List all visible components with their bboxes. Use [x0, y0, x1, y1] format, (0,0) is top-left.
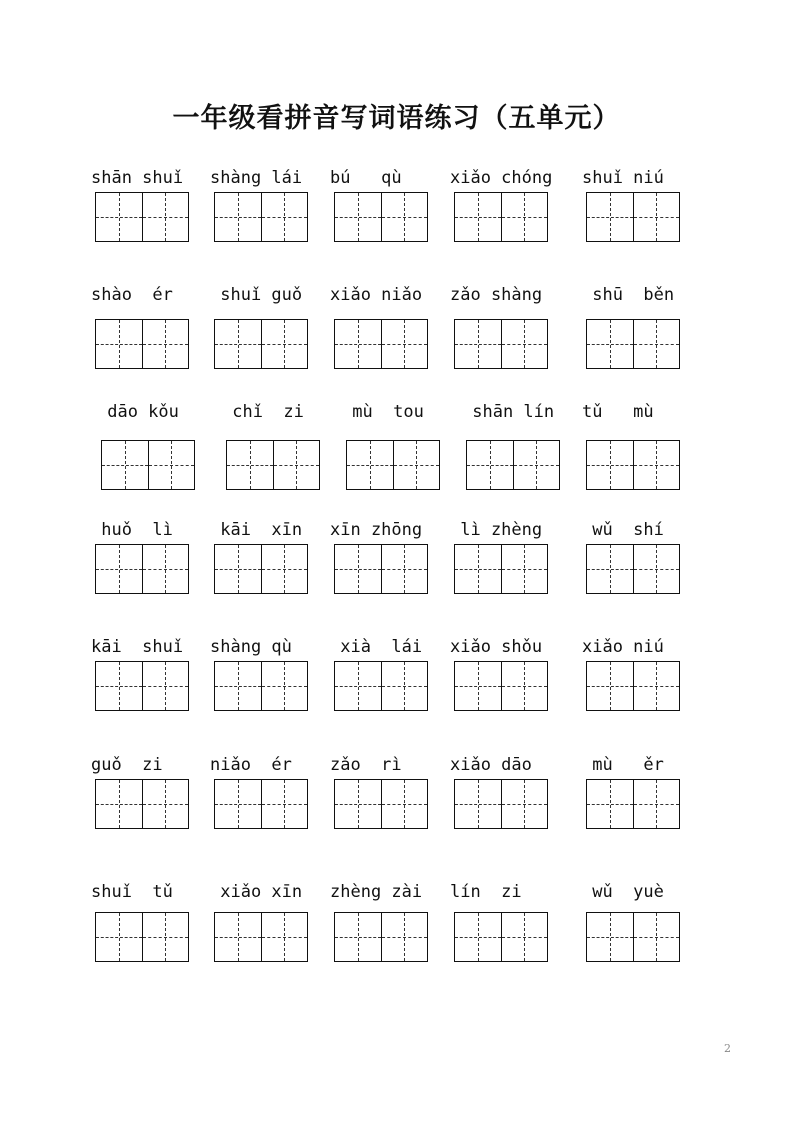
character-cell[interactable]: [347, 441, 393, 489]
character-cell[interactable]: [261, 662, 308, 710]
character-cell[interactable]: [501, 320, 548, 368]
character-cell[interactable]: [633, 913, 680, 961]
character-cell[interactable]: [215, 320, 261, 368]
writing-grid[interactable]: [101, 440, 195, 490]
pinyin-label: wǔ yuè: [582, 882, 664, 902]
writing-grid[interactable]: [334, 319, 428, 369]
character-cell[interactable]: [142, 913, 189, 961]
writing-grid[interactable]: [586, 440, 680, 490]
character-cell[interactable]: [335, 780, 381, 828]
character-cell[interactable]: [501, 193, 548, 241]
character-cell[interactable]: [96, 193, 142, 241]
character-cell[interactable]: [513, 441, 560, 489]
character-cell[interactable]: [335, 913, 381, 961]
writing-grid[interactable]: [95, 192, 189, 242]
character-cell[interactable]: [381, 780, 428, 828]
character-cell[interactable]: [261, 193, 308, 241]
character-cell[interactable]: [273, 441, 320, 489]
pinyin-label: xiǎo chóng: [450, 168, 553, 188]
pinyin-label: zǎo rì: [330, 755, 402, 775]
character-cell[interactable]: [96, 662, 142, 710]
writing-grid[interactable]: [334, 192, 428, 242]
pinyin-label: xiǎo niǎo: [330, 285, 423, 305]
character-cell[interactable]: [587, 913, 633, 961]
pinyin-label: zhèng zài: [330, 882, 423, 902]
character-cell[interactable]: [381, 545, 428, 593]
character-cell[interactable]: [381, 320, 428, 368]
writing-grid[interactable]: [454, 544, 548, 594]
character-cell[interactable]: [587, 441, 633, 489]
character-cell[interactable]: [335, 545, 381, 593]
writing-grid[interactable]: [454, 912, 548, 962]
pinyin-label: guǒ zi: [91, 755, 163, 775]
character-cell[interactable]: [215, 913, 261, 961]
character-cell[interactable]: [633, 545, 680, 593]
page-number: 2: [724, 1042, 731, 1055]
writing-grid[interactable]: [95, 544, 189, 594]
pinyin-label: kāi shuǐ: [91, 637, 184, 657]
character-cell[interactable]: [381, 193, 428, 241]
writing-grid[interactable]: [214, 319, 308, 369]
character-cell[interactable]: [633, 320, 680, 368]
character-cell[interactable]: [96, 545, 142, 593]
writing-grid[interactable]: [454, 192, 548, 242]
pinyin-label: dāo kǒu: [97, 402, 179, 422]
writing-grid[interactable]: [334, 544, 428, 594]
writing-grid[interactable]: [95, 779, 189, 829]
character-cell[interactable]: [215, 193, 261, 241]
character-cell[interactable]: [335, 193, 381, 241]
character-cell[interactable]: [261, 913, 308, 961]
writing-grid[interactable]: [334, 779, 428, 829]
character-cell[interactable]: [455, 193, 501, 241]
character-cell[interactable]: [102, 441, 148, 489]
pinyin-label: wǔ shí: [582, 520, 664, 540]
writing-grid[interactable]: [214, 779, 308, 829]
writing-grid[interactable]: [586, 912, 680, 962]
character-cell[interactable]: [633, 780, 680, 828]
pinyin-label: shào ér: [91, 285, 173, 305]
pinyin-label: tǔ mù: [582, 402, 654, 422]
pinyin-label: shàng qù: [210, 637, 292, 657]
character-cell[interactable]: [393, 441, 440, 489]
character-cell[interactable]: [142, 193, 189, 241]
character-cell[interactable]: [96, 913, 142, 961]
character-cell[interactable]: [587, 545, 633, 593]
writing-grid[interactable]: [95, 912, 189, 962]
character-cell[interactable]: [501, 662, 548, 710]
pinyin-label: xiǎo xīn: [210, 882, 303, 902]
character-cell[interactable]: [96, 780, 142, 828]
character-cell[interactable]: [215, 662, 261, 710]
character-cell[interactable]: [261, 780, 308, 828]
pinyin-label: shuǐ tǔ: [91, 882, 173, 902]
character-cell[interactable]: [467, 441, 513, 489]
writing-grid[interactable]: [586, 544, 680, 594]
pinyin-label: shuǐ guǒ: [210, 285, 303, 305]
writing-grid[interactable]: [454, 779, 548, 829]
writing-grid[interactable]: [95, 661, 189, 711]
character-cell[interactable]: [215, 780, 261, 828]
character-cell[interactable]: [455, 320, 501, 368]
writing-grid[interactable]: [214, 192, 308, 242]
pinyin-label: kāi xīn: [210, 520, 303, 540]
pinyin-label: shū běn: [582, 285, 675, 305]
character-cell[interactable]: [455, 913, 501, 961]
character-cell[interactable]: [501, 545, 548, 593]
writing-grid[interactable]: [226, 440, 320, 490]
writing-grid[interactable]: [95, 319, 189, 369]
character-cell[interactable]: [148, 441, 195, 489]
character-cell[interactable]: [142, 780, 189, 828]
pinyin-label: bú qù: [330, 168, 402, 188]
character-cell[interactable]: [142, 545, 189, 593]
character-cell[interactable]: [215, 545, 261, 593]
pinyin-label: xiǎo shǒu: [450, 637, 543, 657]
writing-grid[interactable]: [214, 661, 308, 711]
character-cell[interactable]: [455, 545, 501, 593]
character-cell[interactable]: [501, 780, 548, 828]
writing-grid[interactable]: [586, 192, 680, 242]
pinyin-label: shàng lái: [210, 168, 303, 188]
writing-grid[interactable]: [586, 779, 680, 829]
character-cell[interactable]: [261, 320, 308, 368]
character-cell[interactable]: [633, 441, 680, 489]
writing-grid[interactable]: [214, 912, 308, 962]
pinyin-label: xià lái: [330, 637, 423, 657]
writing-grid[interactable]: [466, 440, 560, 490]
writing-grid[interactable]: [214, 544, 308, 594]
writing-grid[interactable]: [334, 912, 428, 962]
pinyin-label: xiǎo niú: [582, 637, 664, 657]
pinyin-label: mù ěr: [582, 755, 664, 775]
character-cell[interactable]: [142, 662, 189, 710]
writing-grid[interactable]: [346, 440, 440, 490]
writing-grid[interactable]: [454, 319, 548, 369]
pinyin-label: xiǎo dāo: [450, 755, 532, 775]
worksheet-title: 一年级看拼音写词语练习（五单元）: [172, 103, 621, 134]
pinyin-label: xīn zhōng: [330, 520, 423, 540]
pinyin-label: chǐ zi: [222, 402, 304, 422]
pinyin-label: lín zi: [450, 882, 522, 902]
character-cell[interactable]: [455, 662, 501, 710]
character-cell[interactable]: [587, 780, 633, 828]
writing-grid[interactable]: [454, 661, 548, 711]
character-cell[interactable]: [587, 320, 633, 368]
character-cell[interactable]: [633, 662, 680, 710]
pinyin-label: huǒ lì: [91, 520, 173, 540]
character-cell[interactable]: [587, 193, 633, 241]
writing-grid[interactable]: [586, 661, 680, 711]
character-cell[interactable]: [455, 780, 501, 828]
pinyin-label: niǎo ér: [210, 755, 292, 775]
pinyin-label: shuǐ niú: [582, 168, 664, 188]
pinyin-label: mù tou: [342, 402, 424, 422]
character-cell[interactable]: [142, 320, 189, 368]
character-cell[interactable]: [381, 662, 428, 710]
character-cell[interactable]: [587, 662, 633, 710]
character-cell[interactable]: [227, 441, 273, 489]
pinyin-label: lì zhèng: [450, 520, 543, 540]
pinyin-label: zǎo shàng: [450, 285, 543, 305]
character-cell[interactable]: [96, 320, 142, 368]
character-cell[interactable]: [335, 320, 381, 368]
pinyin-label: shān lín: [462, 402, 555, 422]
character-cell[interactable]: [381, 913, 428, 961]
writing-grid[interactable]: [334, 661, 428, 711]
character-cell[interactable]: [501, 913, 548, 961]
pinyin-label: shān shuǐ: [91, 168, 184, 188]
character-cell[interactable]: [335, 662, 381, 710]
writing-grid[interactable]: [586, 319, 680, 369]
character-cell[interactable]: [633, 193, 680, 241]
character-cell[interactable]: [261, 545, 308, 593]
